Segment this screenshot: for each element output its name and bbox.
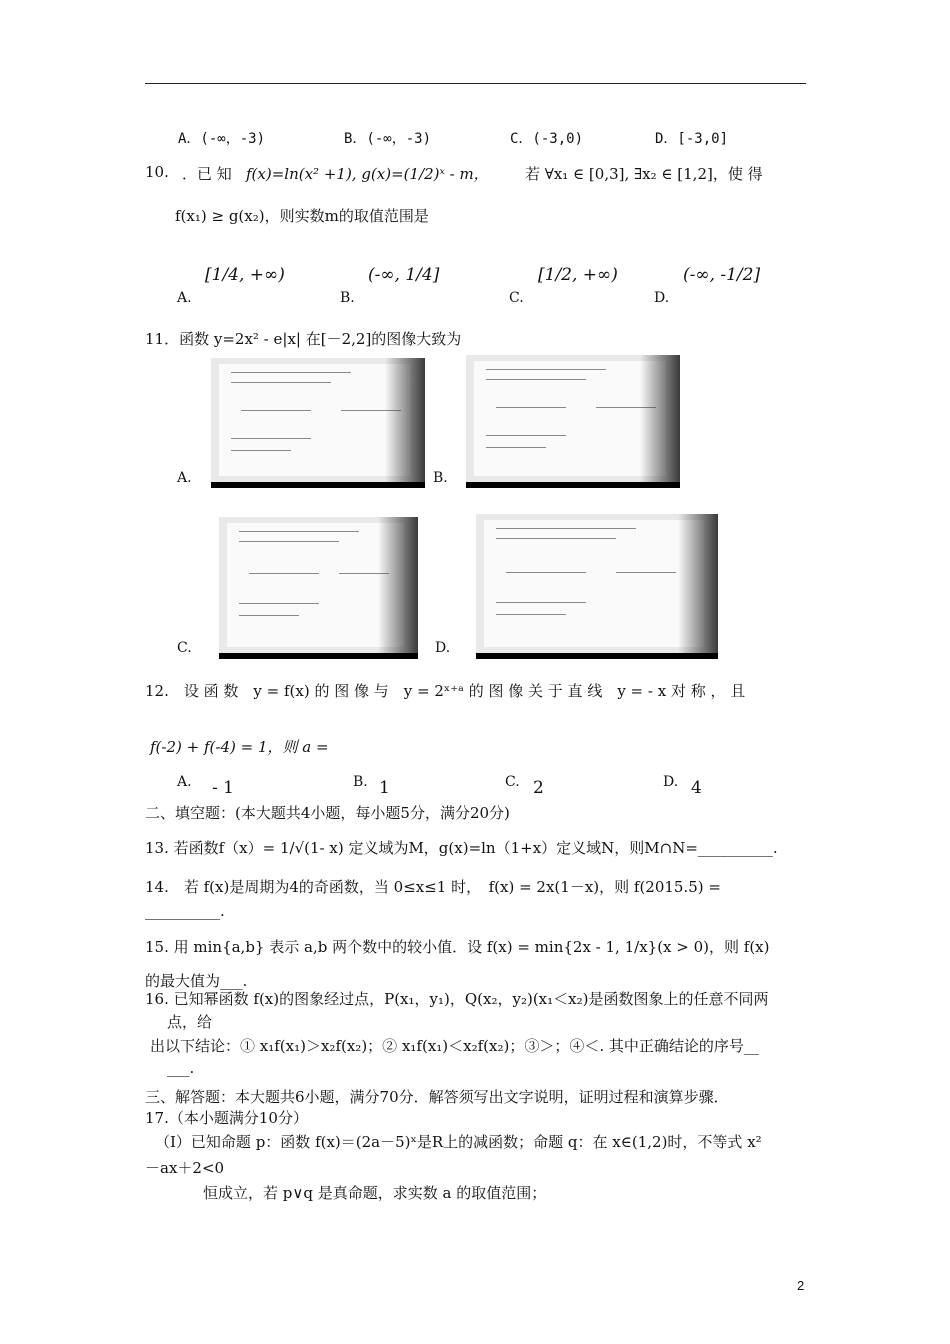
q11-graph-image-b (466, 355, 680, 488)
q11-graph-image-c (219, 517, 418, 659)
q10-option-c-label: C. (509, 290, 524, 306)
q12-option-b-value: 1 (379, 778, 390, 798)
section-3-heading: 三、解答题：本大题共6小题，满分70分．解答须写出文字说明，证明过程和演算步骤． (145, 1088, 729, 1106)
q16-line1: 16. 已知幂函数 f(x)的图象经过点，P(x₁，y₁)，Q(x₂，y₂)(x₁＜x₂)是函数图象上的任意不同两 (145, 990, 769, 1008)
q17-title: 17.（本小题满分10分） (145, 1109, 308, 1127)
q10-option-c-value: [1/2, +∞) (538, 265, 618, 285)
q9-option-c: C．(-3,0) (510, 131, 584, 147)
q12-option-d-value: 4 (691, 778, 702, 798)
q12-option-b-label: B. (353, 774, 368, 790)
q14-line1: 14. 若 f(x)是周期为4的奇函数，当 0≤x≤1 时， f(x) = 2x(1－x)，则 f(2015.5) = (145, 878, 721, 896)
q9-option-a: A．(-∞，-3) (178, 131, 266, 147)
q17-line2: －ax＋2<0 (145, 1159, 225, 1177)
q10-number: 10. (145, 163, 169, 181)
section-2-heading: 二、填空题：(本大题共4小题，每小题5分，满分20分) (145, 804, 510, 822)
q16-line3: 出以下结论：① x₁f(x₁)＞x₂f(x₂)；② x₁f(x₁)＜x₂f(x₂)；③＞；④＜. 其中正确结论的序号__ (150, 1037, 759, 1055)
q12-option-a-value: - 1 (212, 778, 234, 798)
q10-condition: 若 ∀x₁ ∈ [0,3], ∃x₂ ∈ [1,2]，使 得 (525, 165, 763, 183)
q11-text: 11．函数 y=2x² - e|x| 在[－2,2]的图像大致为 (145, 330, 462, 348)
q12-option-d-label: D. (663, 774, 679, 790)
q14-line2: __________. (145, 902, 225, 920)
q10-option-a-value: [1/4, +∞) (205, 265, 285, 285)
q12-option-c-label: C. (505, 774, 520, 790)
header-rule (145, 83, 806, 84)
q9-option-b: B．(-∞，-3) (344, 131, 432, 147)
q11-label-b: B. (433, 470, 448, 486)
q11-graph-image-a (211, 358, 425, 488)
q10-option-d-label: D. (654, 290, 670, 306)
q10-line2: f(x₁) ≥ g(x₂)，则实数m的取值范围是 (175, 207, 429, 225)
q17-line3: 恒成立，若 p∨q 是真命题，求实数 a 的取值范围； (203, 1184, 547, 1202)
q11-graph-image-d (476, 514, 718, 659)
q9-option-d: D．[-3,0] (655, 131, 729, 147)
q12-option-c-value: 2 (533, 778, 544, 798)
q15-line2: 的最大值为___. (145, 972, 248, 990)
q16-line4: ___. (167, 1059, 195, 1077)
q10-option-d-value: (-∞, -1/2] (683, 265, 761, 285)
q13-text: 13. 若函数f（x）= 1/√(1- x) 定义域为M，g(x)=ln（1+x）定义域N，则M∩N=__________. (145, 839, 778, 857)
q12-line1: 12. 设 函 数 y = f(x) 的 图 像 与 y = 2ˣ⁺ᵃ 的 图 像 关 于 直 线 y = - x 对 称 ， 且 (145, 682, 746, 700)
q10-option-b-label: B. (340, 290, 355, 306)
q17-line1: （Ⅰ）已知命题 p：函数 f(x)＝(2a－5)ˣ是R上的减函数；命题 q：在 x∈(1,2)时，不等式 x² (155, 1133, 762, 1151)
q10-option-b-value: (-∞, 1/4] (368, 265, 440, 285)
q11-label-d: D. (435, 640, 451, 656)
q16-line2: 点，给 (167, 1013, 213, 1031)
q11-label-c: C. (177, 640, 192, 656)
q10-expression: f(x)=ln(x² +1), g(x)=(1/2)ˣ - m， (246, 165, 489, 183)
q11-label-a: A. (177, 470, 192, 486)
q15-line1: 15. 用 min{a,b} 表示 a,b 两个数中的较小值．设 f(x) = min{2x - 1, 1/x}(x > 0)，则 f(x) (145, 938, 770, 956)
q12-option-a-label: A. (177, 774, 192, 790)
q10-lead: ．已 知 (182, 165, 232, 183)
q12-line2: f(-2) + f(-4) = 1，则 a = (150, 738, 329, 756)
q10-option-a-label: A. (177, 290, 192, 306)
page-number: 2 (797, 1278, 805, 1293)
